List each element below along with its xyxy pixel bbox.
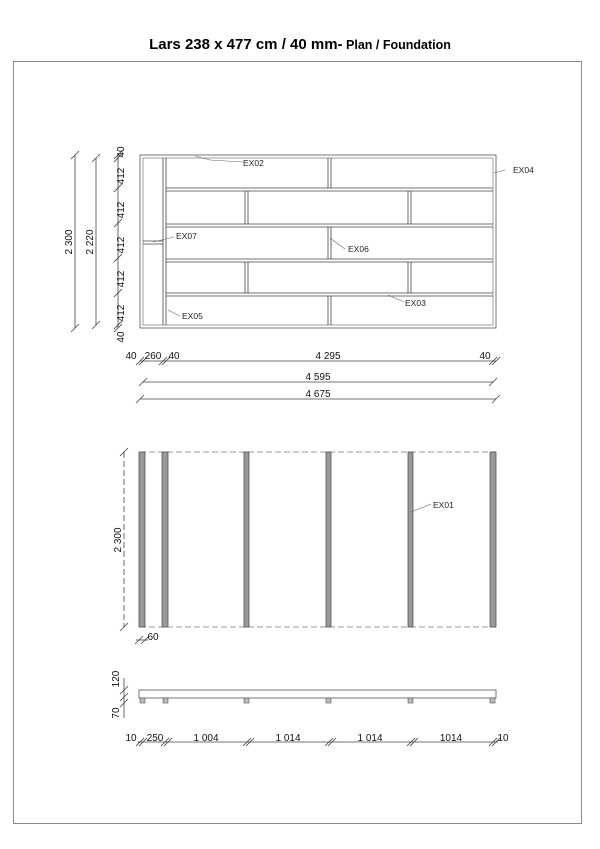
drawing-title-sub: Plan / Foundation — [342, 38, 451, 52]
section-height-top: 120 — [111, 670, 122, 688]
plan-view — [71, 151, 505, 403]
plan-dim-b-4: 4 295 — [315, 351, 341, 362]
tag-ex05: EX05 — [182, 311, 203, 321]
plan-dim-row-3: 412 — [116, 236, 127, 254]
foundation-beam-width: 60 — [147, 632, 159, 643]
plan-dim-b-3: 40 — [168, 351, 180, 362]
drawing-title-main: Lars 238 x 477 cm / 40 mm- — [149, 36, 343, 53]
plan-height-inner: 2 220 — [85, 229, 96, 255]
plan-dim-bottom: 40 — [116, 331, 127, 343]
section-dim-1: 10 — [125, 733, 137, 744]
section-dim-5: 1 014 — [357, 733, 383, 744]
plan-dim-row-4: 412 — [116, 270, 127, 288]
plan-dim-top: 40 — [116, 146, 127, 158]
plan-dim-b-1: 40 — [125, 351, 137, 362]
plan-dim-row-2: 412 — [116, 201, 127, 219]
section-dim-3: 1 004 — [193, 733, 219, 744]
foundation-beam — [244, 452, 249, 627]
plan-total-inner: 4 595 — [305, 372, 331, 383]
tag-ex02: EX02 — [243, 158, 264, 168]
foundation-beam — [490, 452, 496, 627]
plan-dim-b-2: 260 — [144, 351, 162, 362]
foundation-beam — [408, 452, 413, 627]
foundation-beam — [162, 452, 168, 627]
foundation-beam — [139, 452, 145, 627]
section-height-bottom: 70 — [111, 707, 122, 719]
plan-height-outer: 2 300 — [64, 229, 75, 255]
section-dim-6: 1014 — [439, 733, 463, 744]
section-dim-4: 1 014 — [275, 733, 301, 744]
foundation-beam — [326, 452, 331, 627]
tag-ex06: EX06 — [348, 244, 369, 254]
plan-dim-row-5: 412 — [116, 304, 127, 322]
tag-ex07: EX07 — [176, 231, 197, 241]
tag-ex04: EX04 — [513, 165, 534, 175]
tag-ex01: EX01 — [433, 500, 454, 510]
section-dim-2: 250 — [146, 733, 164, 744]
plan-dim-b-5: 40 — [479, 351, 491, 362]
foundation-view — [120, 448, 496, 644]
foundation-height: 2 300 — [113, 527, 124, 553]
plan-total-outer: 4 675 — [305, 389, 331, 400]
plan-dim-row-1: 412 — [116, 167, 127, 185]
tag-ex03: EX03 — [405, 298, 426, 308]
section-dim-7: 10 — [497, 733, 509, 744]
